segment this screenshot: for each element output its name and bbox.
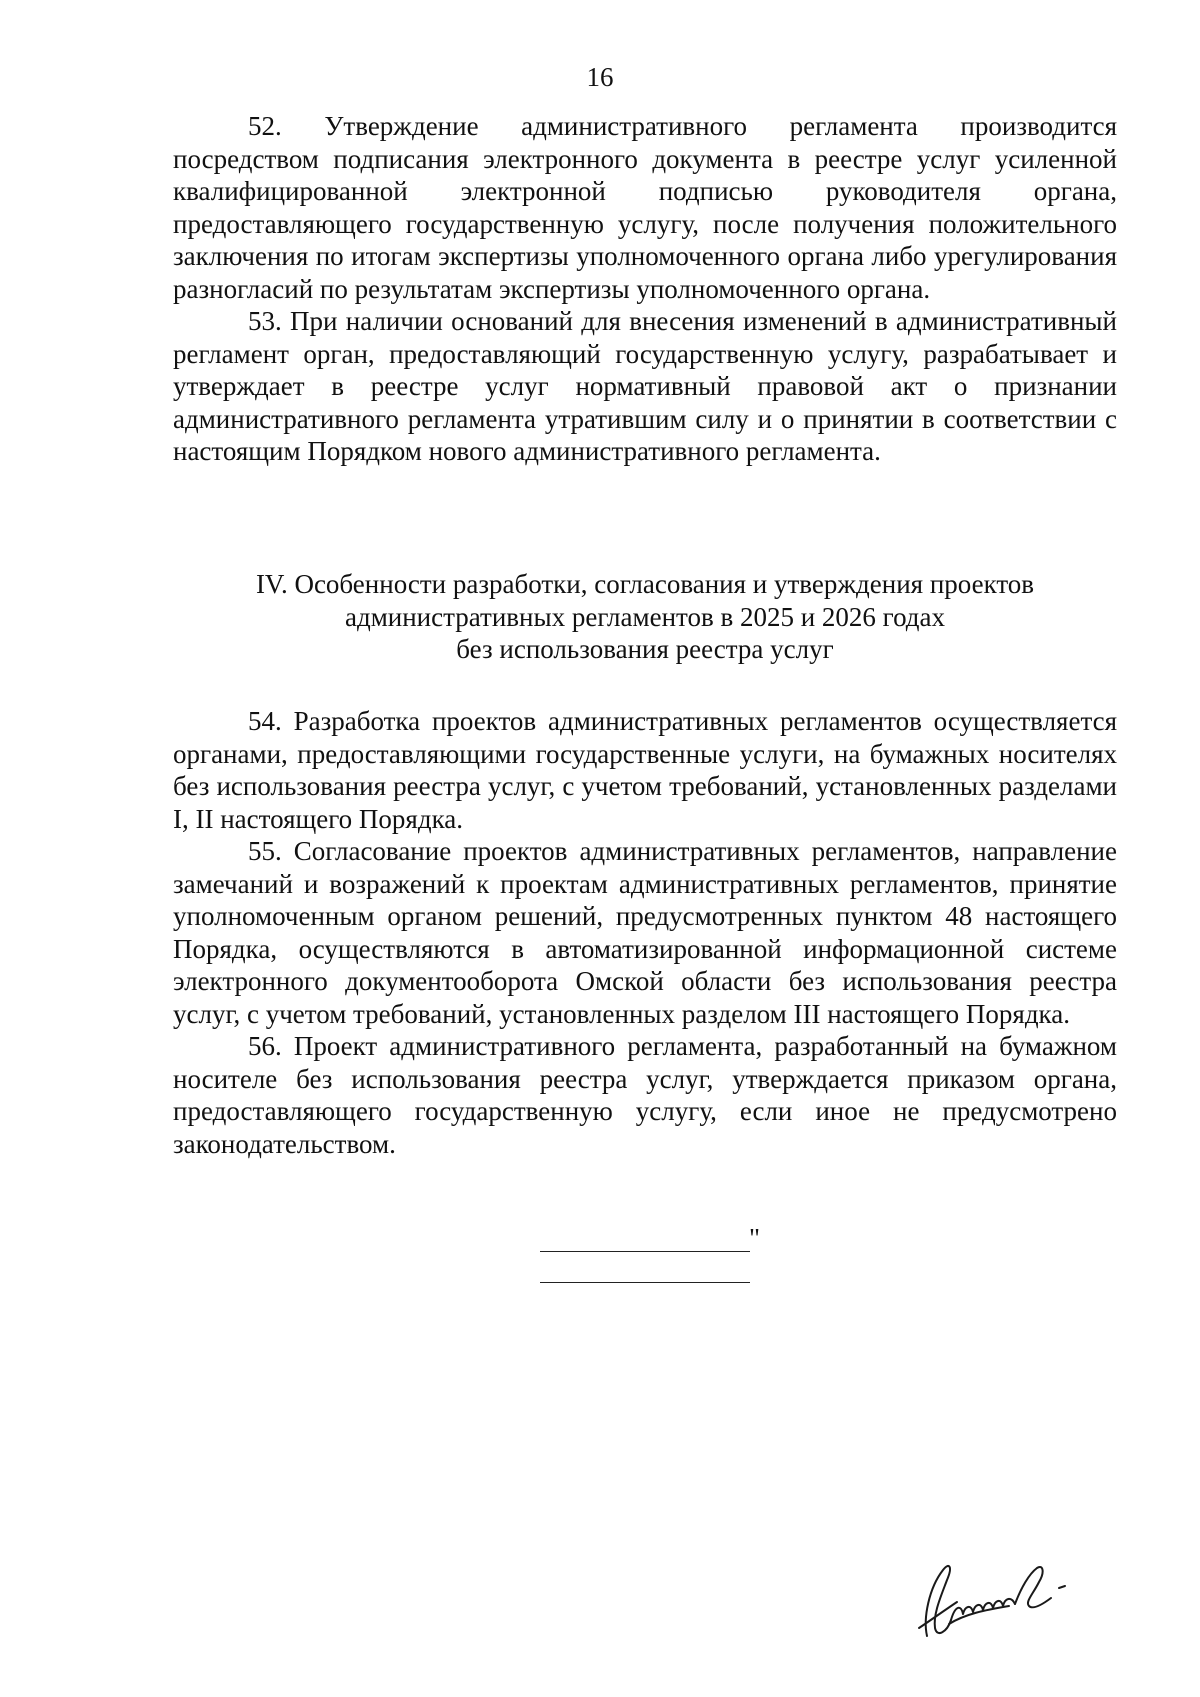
section-heading-line-2: административных регламентов в 2025 и 2026 годах <box>344 601 946 632</box>
paragraph-53: 53. При наличии оснований для внесения изменений в административный регламент орган, предоставляющий государственную услугу, разрабатывает и утверждает в реестре услуг нормативный правовой акт о признании административного регламента утратившим силу и о принятии в соответствии с настоящим Порядком нового административного регламента. <box>173 306 1117 466</box>
end-divider-line-2 <box>540 1282 750 1283</box>
end-of-text-mark <box>540 1225 770 1285</box>
paragraphs-before-heading <box>173 110 1117 468</box>
paragraph-55: 55. Согласование проектов административных регламентов, направление замечаний и возражений к проектам административных регламентов, принятие уполномоченным органом решений, предусмотренных пунктом 48 настоящего Порядка, осуществляются в автоматизированной информационной системе электронного документооборота Омской области без использования реестра услуг, с учетом требований, установленных разделом III настоящего Порядка. <box>173 836 1117 1029</box>
paragraph-52: 52. Утверждение административного регламента производится посредством подписания электронного документа в реестре услуг усиленной квалифицированной электронной подписью руководителя органа, предоставляющего государственную услугу, после получения положительного заключения по итогам экспертизы уполномоченного органа либо урегулирования разногласий по результатам экспертизы уполномоченного органа. <box>173 111 1117 304</box>
closing-quote-mark: " <box>749 1223 761 1253</box>
end-divider-line-1 <box>540 1251 750 1252</box>
section-heading <box>173 568 1117 666</box>
section-heading-line-3: без использования реестра услуг <box>456 634 834 664</box>
page-number: 16 <box>586 62 614 92</box>
handwritten-signature-icon <box>905 1548 1085 1648</box>
paragraph-56: 56. Проект административного регламента, разработанный на бумажном носителе без использования реестра услуг, утверждается приказом органа, предоставляющего государственную услугу, если иное не предусмотрено законодательством. <box>173 1031 1117 1159</box>
paragraphs-after-heading <box>173 705 1117 1160</box>
section-heading-line-1: IV. Особенности разработки, согласования и утверждения проектов <box>255 569 1035 599</box>
paragraph-54: 54. Разработка проектов административных регламентов осуществляется органами, предоставляющими государственные услуги, на бумажных носителях без использования реестра услуг, с учетом требований, установленных разделами I, II настоящего Порядка. <box>173 706 1117 834</box>
